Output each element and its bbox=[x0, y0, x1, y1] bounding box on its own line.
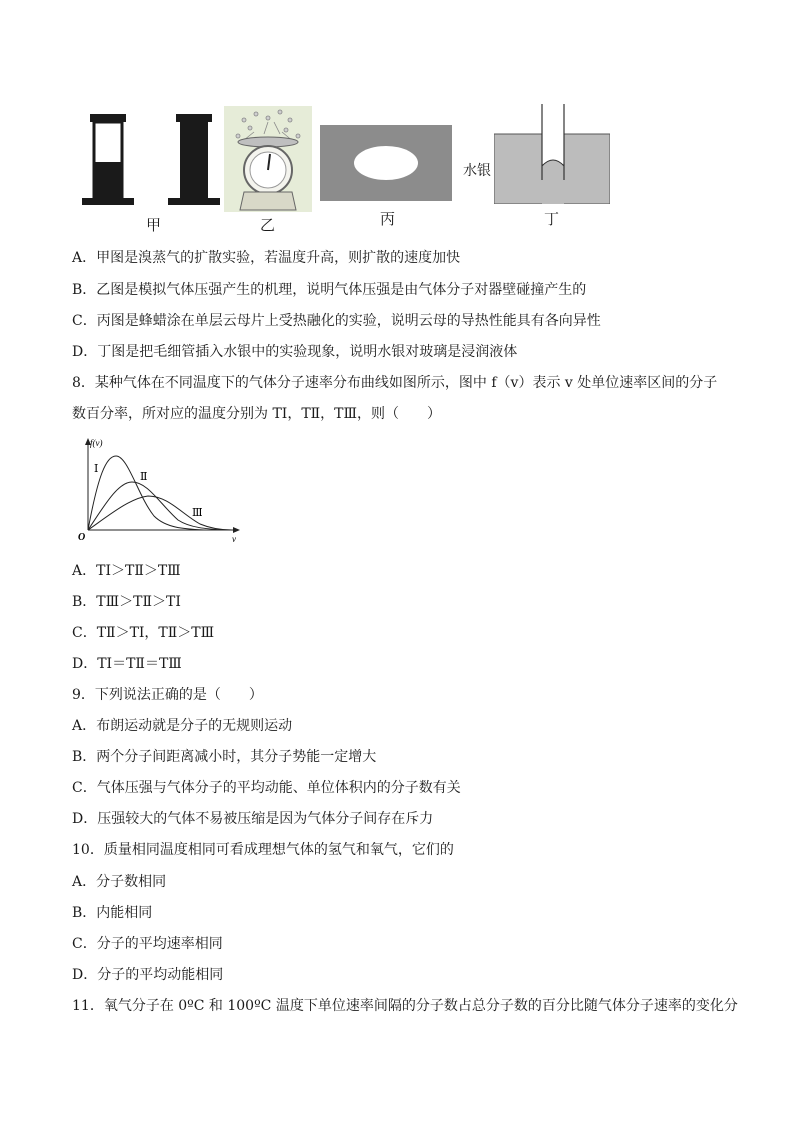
q8-option-d: D．TⅠ＝TⅡ＝TⅢ bbox=[72, 656, 182, 672]
graph-origin: O bbox=[78, 532, 86, 543]
q10-option-d: D．分子的平均动能相同 bbox=[72, 967, 224, 983]
q9-stem: 9．下列说法正确的是（ ） bbox=[72, 687, 263, 703]
q7-option-d: D．丁图是把毛细管插入水银中的实验现象，说明水银对玻璃是浸润液体 bbox=[72, 344, 518, 360]
q7-option-b: B．乙图是模拟气体压强产生的机理，说明气体压强是由气体分子对器壁碰撞产生的 bbox=[72, 282, 587, 298]
curve-label-3: Ⅲ bbox=[192, 506, 203, 519]
figure-yi-caption: 乙 bbox=[260, 216, 276, 234]
q9-option-a: A．布朗运动就是分子的无规则运动 bbox=[72, 718, 293, 734]
q11-stem: 11．氧气分子在 0ºC 和 100ºC 温度下单位速率间隔的分子数占总分子数的百分比随气体分子速率的变化分 bbox=[72, 998, 738, 1014]
q10-option-c: C．分子的平均速率相同 bbox=[72, 936, 223, 952]
figure-ding-caption: 丁 bbox=[544, 210, 560, 228]
q8-option-c: C．TⅡ＞TⅠ，TⅡ＞TⅢ bbox=[72, 625, 215, 641]
q9-option-c: C．气体压强与气体分子的平均动能、单位体积内的分子数有关 bbox=[72, 780, 461, 796]
mercury-label: 水银 bbox=[463, 163, 491, 179]
figure-bing-mica bbox=[320, 125, 452, 201]
q7-option-a: A．甲图是溴蒸气的扩散实验，若温度升高，则扩散的速度加快 bbox=[72, 250, 461, 266]
q8-speed-distribution-graph bbox=[74, 436, 244, 544]
q8-option-b: B．TⅢ＞TⅡ＞TⅠ bbox=[72, 594, 181, 610]
q8-stem-line2: 数百分率，所对应的温度分别为 TⅠ，TⅡ，TⅢ，则（ ） bbox=[72, 406, 442, 422]
curve-label-2: Ⅱ bbox=[140, 470, 148, 483]
figure-jia-caption: 甲 bbox=[146, 216, 162, 234]
q7-option-c: C．丙图是蜂蜡涂在单层云母片上受热融化的实验，说明云母的导热性能具有各向异性 bbox=[72, 313, 601, 329]
curve-label-1: Ⅰ bbox=[94, 462, 99, 475]
q10-option-b: B．内能相同 bbox=[72, 905, 153, 921]
figure-yi-scale bbox=[224, 106, 312, 212]
q8-option-a: A．TⅠ＞TⅡ＞TⅢ bbox=[72, 563, 181, 579]
graph-xlabel: v bbox=[232, 534, 236, 544]
figure-bing-caption: 丙 bbox=[380, 210, 396, 228]
q10-stem: 10．质量相同温度相同可看成理想气体的氢气和氧气，它们的 bbox=[72, 842, 454, 858]
graph-ylabel: f(v) bbox=[90, 438, 103, 448]
figure-jia-cylinders bbox=[78, 110, 228, 210]
q9-option-b: B．两个分子间距离减小时，其分子势能一定增大 bbox=[72, 749, 377, 765]
q9-option-d: D．压强较大的气体不易被压缩是因为气体分子间存在斥力 bbox=[72, 811, 434, 827]
q10-option-a: A．分子数相同 bbox=[72, 874, 167, 890]
q8-stem-line1: 8．某种气体在不同温度下的气体分子速率分布曲线如图所示，图中 f（v）表示 v 处单位速率区间的分子 bbox=[72, 375, 718, 391]
figure-ding-capillary bbox=[494, 104, 610, 204]
